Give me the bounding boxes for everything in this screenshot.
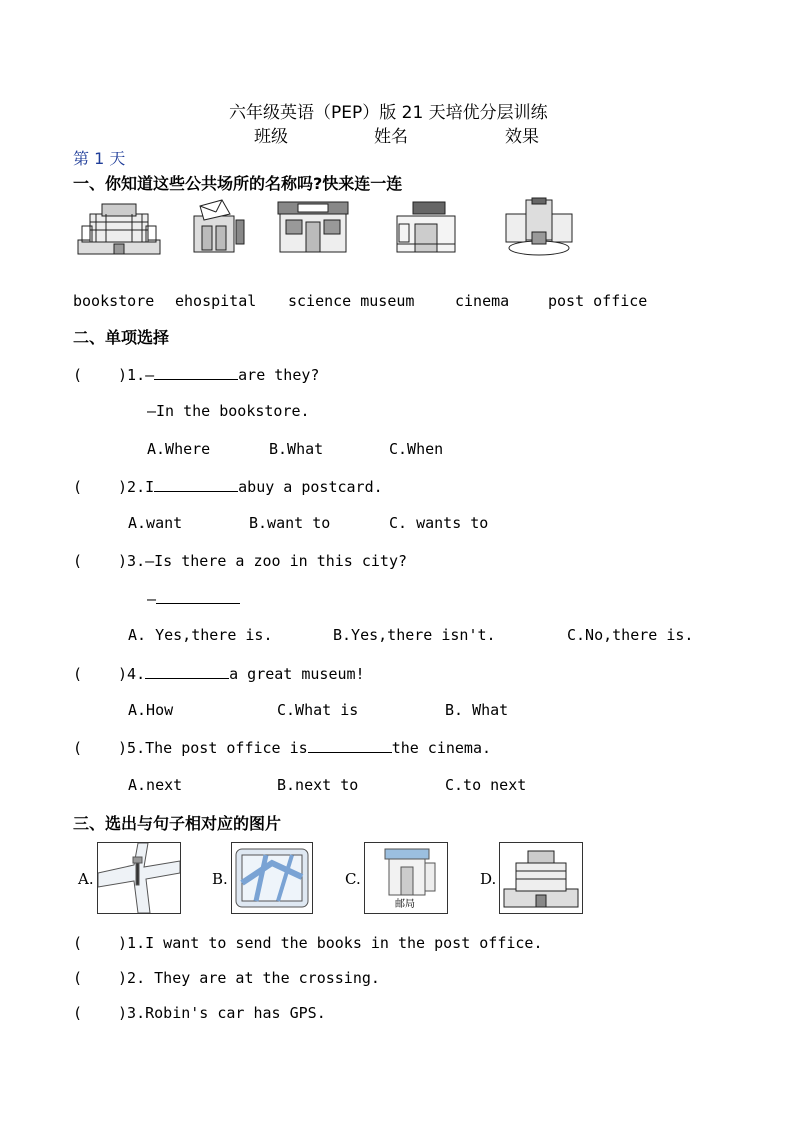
q3-option-b: B.Yes,there isn't. (333, 626, 496, 644)
q3-option-c: C.No,there is. (567, 626, 694, 644)
answer-paren[interactable]: ( (73, 969, 83, 987)
q4-option-c: C.What is (277, 701, 359, 719)
bookstore-image (276, 200, 350, 254)
answer-paren[interactable]: ( (73, 366, 83, 384)
answer-paren[interactable]: ( (73, 934, 83, 952)
picture-letter-b: B. (212, 870, 228, 888)
word-post-office: post office (548, 292, 648, 310)
answer-paren[interactable]: ( (73, 552, 83, 570)
word-hospital: ehospital (175, 292, 257, 310)
q2-option-a: A.want (128, 514, 183, 532)
class-label: 班级 (254, 127, 288, 147)
cinema-image (393, 200, 459, 254)
q2-option-b: B.want to (249, 514, 331, 532)
gps-map-picture[interactable] (231, 842, 313, 914)
q1-option-a: A.Where (147, 440, 211, 458)
answer-paren[interactable]: ( (73, 1004, 83, 1022)
word-science-museum: science museum (288, 292, 415, 310)
picture-letter-a: A. (78, 870, 94, 888)
question-1: ( )1.— are they? (73, 366, 320, 384)
word-bookstore: bookstore (73, 292, 155, 310)
post-office-image (190, 198, 248, 256)
name-label: 姓名 (374, 127, 408, 147)
fill-blank[interactable] (156, 589, 240, 604)
question-3: ( )3.—Is there a zoo in this city? (73, 552, 408, 570)
post-office-picture[interactable] (364, 842, 448, 914)
fill-blank[interactable] (308, 738, 392, 753)
answer-paren[interactable]: ( (73, 739, 83, 757)
q4-option-b: B. What (445, 701, 509, 719)
worksheet-title: 六年级英语（PEP）版 21 天培优分层训练 (229, 103, 548, 123)
question-4: ( )4. a great museum! (73, 665, 365, 683)
q5-option-b: B.next to (277, 776, 359, 794)
matching-sentence-3: ( )3.Robin's car has GPS. (73, 1004, 326, 1022)
q1-option-b: B.What (269, 440, 324, 458)
fill-blank[interactable] (145, 664, 229, 679)
word-cinema: cinema (455, 292, 510, 310)
museum-building-image (76, 200, 162, 256)
section1-heading: 一、你知道这些公共场所的名称吗?快来连一连 (73, 174, 403, 193)
question-2: ( )2.I abuy a postcard. (73, 478, 383, 496)
q5-option-c: C.to next (445, 776, 527, 794)
fill-blank[interactable] (154, 365, 238, 380)
matching-sentence-1: ( )1.I want to send the books in the post office. (73, 934, 543, 952)
section2-heading: 二、单项选择 (73, 328, 170, 347)
q4-option-a: A.How (128, 701, 174, 719)
q5-option-a: A.next (128, 776, 183, 794)
q2-option-c: C. wants to (389, 514, 489, 532)
answer-paren[interactable]: ( (73, 665, 83, 683)
question-5: ( )5.The post office is the cinema. (73, 739, 492, 757)
picture-letter-c: C. (345, 870, 361, 888)
matching-sentence-2: ( )2. They are at the crossing. (73, 969, 380, 987)
q1-option-c: C.When (389, 440, 444, 458)
fill-blank[interactable] (154, 477, 238, 492)
picture-letter-d: D. (480, 870, 497, 888)
crossing-picture[interactable] (97, 842, 181, 914)
q3-option-a: A. Yes,there is. (128, 626, 273, 644)
answer-paren[interactable]: ( (73, 478, 83, 496)
hospital-image (502, 196, 576, 258)
question-3-answer: — (147, 589, 240, 608)
museum-picture[interactable] (499, 842, 583, 914)
result-label: 效果 (505, 127, 539, 147)
day-label: 第 1 天 (73, 149, 126, 168)
post-office-caption: 邮局 (395, 899, 415, 910)
question-1-answer: —In the bookstore. (147, 402, 310, 420)
section3-heading: 三、选出与句子相对应的图片 (73, 814, 282, 833)
